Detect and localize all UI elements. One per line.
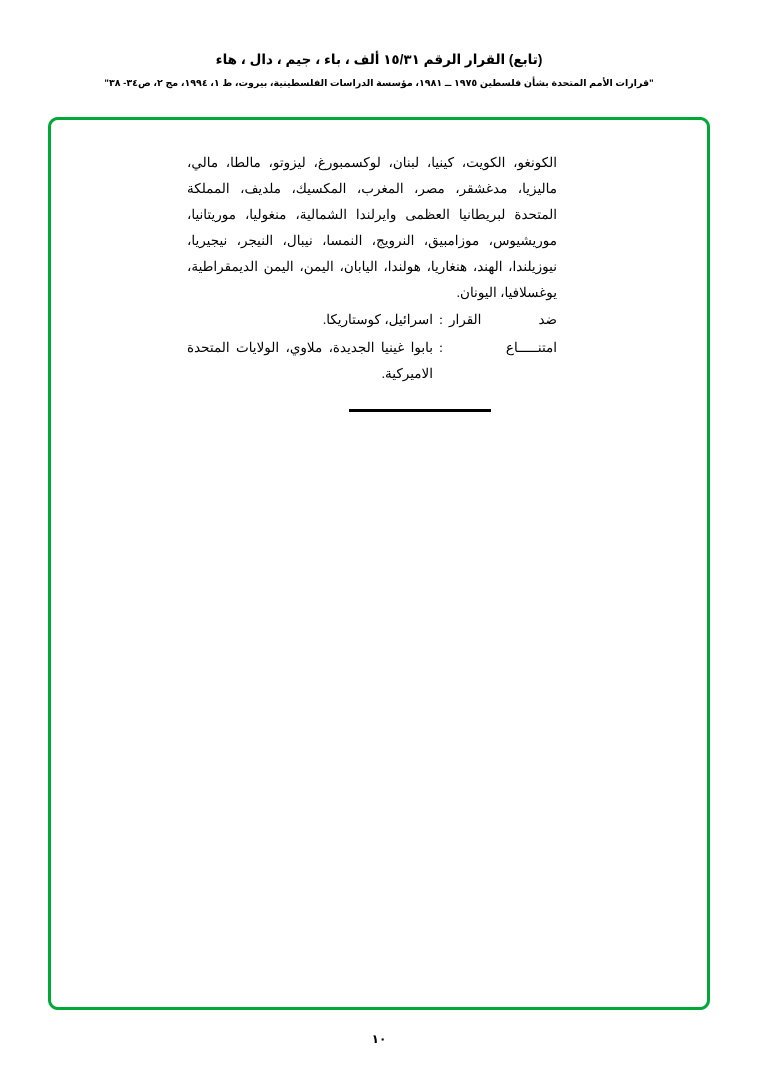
vote-abstain-row <box>187 335 557 387</box>
page-header <box>0 50 758 91</box>
section-divider <box>349 409 491 412</box>
vote-against-colon: : <box>439 312 443 328</box>
content-column <box>187 150 557 412</box>
vote-against-label: ضد القرار <box>449 312 557 328</box>
vote-against-value: اسرائيل، كوستاريكا. <box>322 312 433 328</box>
content-frame <box>48 117 710 1010</box>
vote-abstain-colon: : <box>439 340 443 356</box>
countries-paragraph: الكونغو، الكويت، كينيا، لبنان، لوكسمبورغ، ليزوتو، مالطا، مالي، ماليزيا، مدغشقر، مصر، المغرب، المكسيك، ملديف، المملكة المتحدة لبريطانيا العظمى وايرلندا الشمالية، منغوليا، موريتانيا، موريشيوس، موزامبيق، النرويج، النمسا، نيبال، النيجر، نيجيريا، نيوزيلندا، الهند، هنغاريا، هولندا، اليابان، اليمن، اليمن الديمقراطية، يوغسلافيا، اليونان. <box>187 155 557 300</box>
page-number: ١٠ <box>371 1032 387 1046</box>
header-title: (تابع) القرار الرقم ١٥/٣١ ألف ، باء ، جيم ، دال ، هاء <box>215 52 543 67</box>
vote-abstain-value: بابوا غينيا الجديدة، ملاوي، الولايات المتحدة الاميركية. <box>187 340 433 382</box>
vote-against-row <box>187 307 557 333</box>
vote-abstain-label: امتنـــــاع <box>505 340 557 356</box>
header-subtitle: "قرارات الأمم المتحدة بشأن فلسطين ١٩٧٥ ــ ١٩٨١، مؤسسة الدراسات الفلسطينية، بيروت، ط ١، ١٩٩٤، مج ٢، ص٣٤- ٣٨" <box>104 78 654 90</box>
